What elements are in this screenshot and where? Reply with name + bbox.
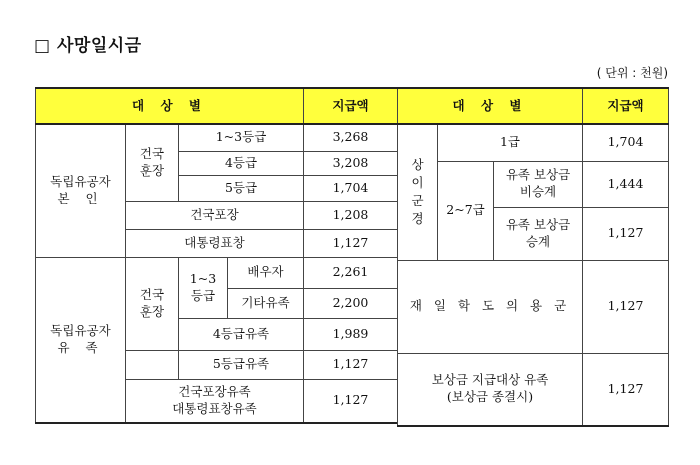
self-amount-3: 1,704 bbox=[304, 175, 398, 201]
page-title: □ 사망일시금 bbox=[34, 36, 142, 56]
family-amount-1: 2,261 bbox=[304, 257, 398, 288]
veteran-label: 상 이 군 경 bbox=[398, 124, 438, 260]
compensation-family: 보상금 지급대상 유족 (보상금 종결시) bbox=[398, 353, 583, 426]
japan-amount: 1,127 bbox=[583, 260, 669, 353]
veteran-grade27: 2~7급 bbox=[438, 161, 494, 260]
self-president: 대통령표창 bbox=[126, 229, 304, 257]
self-grade-3: 5등급 bbox=[179, 175, 304, 201]
family-grade5-amount: 1,127 bbox=[304, 350, 398, 379]
family-type-2: 기타유족 bbox=[228, 288, 304, 318]
family-grade13: 1~3 등급 bbox=[179, 257, 228, 318]
left-header-amount: 지급액 bbox=[304, 88, 398, 124]
veteran-recipient: 유족 보상금 비승계 bbox=[494, 161, 583, 207]
self-geonguk-pojang-amount: 1,208 bbox=[304, 201, 398, 229]
family-type-1: 배우자 bbox=[228, 257, 304, 288]
family-grade5: 5등급유족 bbox=[179, 350, 304, 379]
veteran-successor: 유족 보상금 승계 bbox=[494, 207, 583, 260]
family-pojang: 건국포장유족 대통령표창유족 bbox=[126, 379, 304, 423]
veteran-successor-amount: 1,127 bbox=[583, 207, 669, 260]
family-grade4-amount: 1,989 bbox=[304, 318, 398, 350]
family-geonguk-hunjang: 건국 훈장 bbox=[126, 257, 179, 350]
left-header-col: 대 상 별 bbox=[36, 88, 304, 124]
family-grade4: 4등급유족 bbox=[179, 318, 304, 350]
self-amount-2: 3,208 bbox=[304, 151, 398, 175]
unit-label: ( 단위 : 천원) bbox=[596, 66, 668, 80]
self-grade-2: 4등급 bbox=[179, 151, 304, 175]
right-header-col: 대 상 별 bbox=[398, 88, 583, 124]
right-header-amount: 지급액 bbox=[583, 88, 669, 124]
right-table bbox=[397, 87, 669, 427]
veteran-grade1-amount: 1,704 bbox=[583, 124, 669, 161]
self-geonguk-pojang: 건국포장 bbox=[126, 201, 304, 229]
self-grade-1: 1~3등급 bbox=[179, 124, 304, 151]
compensation-amount: 1,127 bbox=[583, 353, 669, 426]
veteran-recipient-amount: 1,444 bbox=[583, 161, 669, 207]
self-geonguk-hunjang: 건국 훈장 bbox=[126, 124, 179, 201]
self-label: 독립유공자 본 인 bbox=[36, 124, 126, 257]
self-amount-1: 3,268 bbox=[304, 124, 398, 151]
family-pojang-amount: 1,127 bbox=[304, 379, 398, 423]
left-table bbox=[35, 87, 398, 424]
self-president-amount: 1,127 bbox=[304, 229, 398, 257]
veteran-grade1: 1급 bbox=[438, 124, 583, 161]
family-amount-2: 2,200 bbox=[304, 288, 398, 318]
family-label: 독립유공자 유 족 bbox=[36, 257, 126, 423]
japan-student-volunteers: 재 일 학 도 의 용 군 bbox=[398, 260, 583, 353]
